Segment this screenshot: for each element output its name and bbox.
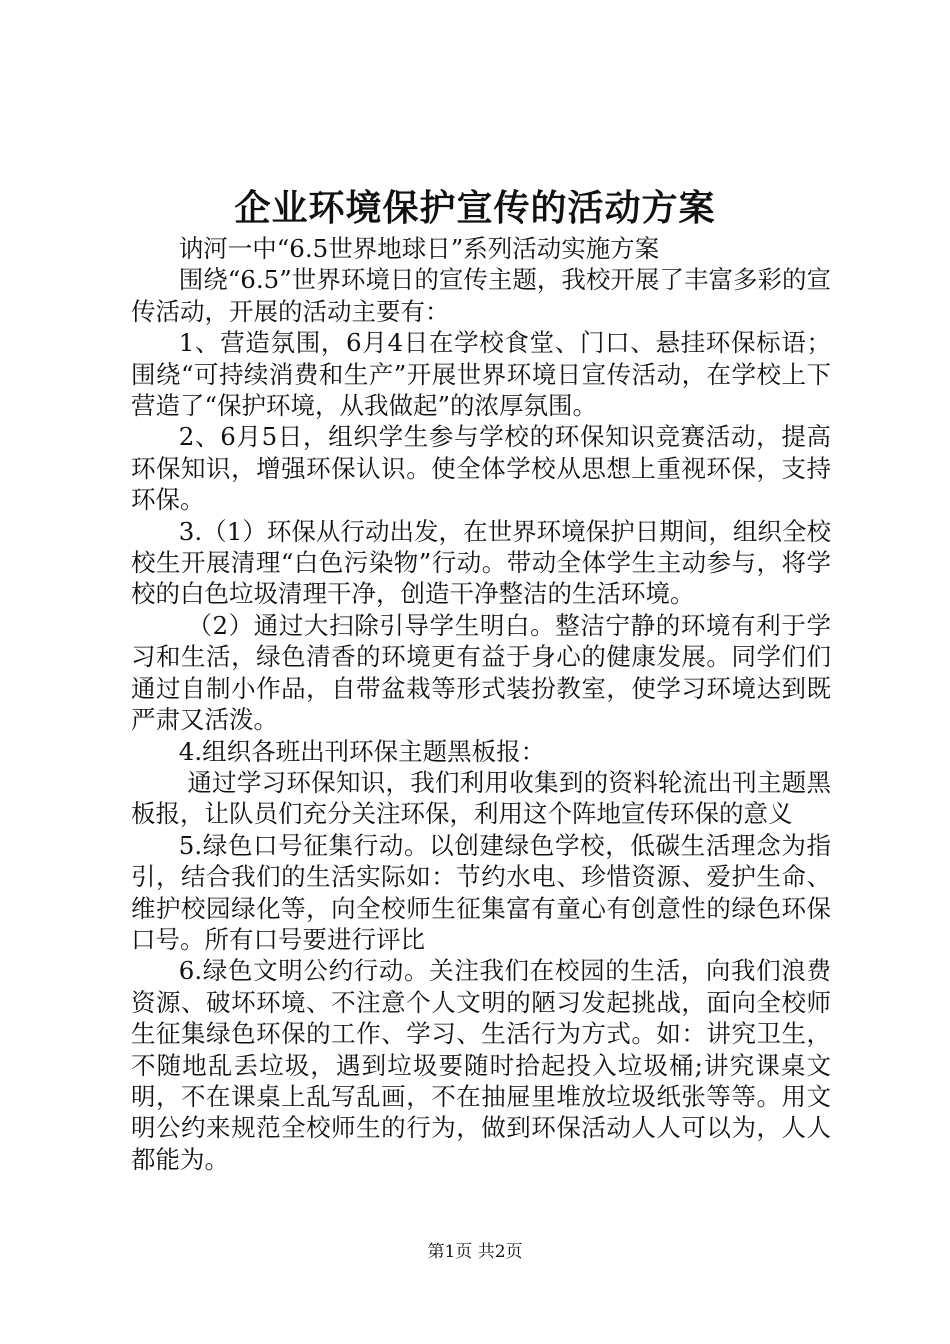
paragraph-item-4-detail: 通过学习环保知识，我们利用收集到的资料轮流出刊主题黑板报，让队员们充分关注环保，利用这个阵地宣传环保的意义 <box>131 767 831 829</box>
paragraph-item-6: 6.绿色文明公约行动。关注我们在校园的生活，向我们浪费资源、破坏环境、不注意个人文明的陋习发起挑战，面向全校师生征集绿色环保的工作、学习、生活行为方式。如：讲究卫生，不随地乱丢垃圾，遇到垃圾要随时拾起投入垃圾桶;讲究课桌文明，不在课桌上乱写乱画，不在抽屉里堆放垃圾纸张等等。用文明公约来规范全校师生的行为，做到环保活动人人可以为，人人都能为。 <box>131 956 831 1174</box>
document-title: 企业环境保护宣传的活动方案 <box>234 187 716 229</box>
paragraph-subtitle: 讷河一中“6.5世界地球日”系列活动实施方案 <box>178 234 660 263</box>
paragraph-item-1: 1、营造氛围，6月4日在学校食堂、门口、悬挂环保标语；围绕“可持续消费和生产”开展世界环境日宣传活动，在学校上下营造了“保护环境，从我做起”的浓厚氛围。 <box>131 328 831 421</box>
paragraph-item-3-2: （2）通过大扫除引导学生明白。整洁宁静的环境有利于学习和生活，绿色清香的环境更有益于身心的健康发展。同学们们通过自制小作品，自带盆栽等形式装扮教室，使学习环境达到既严肃又活泼。 <box>131 610 831 735</box>
page-number: 第1页 共2页 <box>427 1242 523 1262</box>
document-body <box>131 233 831 1175</box>
paragraph-item-3-1: 3.（1）环保从行动出发，在世界环境保护日期间，组织全校校生开展清理“白色污染物”行动。带动全体学生主动参与，将学校的白色垃圾清理干净，创造干净整洁的生活环境。 <box>131 516 831 609</box>
paragraph-item-4: 4.组织各班出刊环保主题黑板报： <box>178 736 546 766</box>
paragraph-intro: 围绕“6.5”世界环境日的宣传主题，我校开展了丰富多彩的宣传活动，开展的活动主要有： <box>131 265 831 326</box>
paragraph-item-5: 5.绿色口号征集行动。以创建绿色学校，低碳生活理念为指引，结合我们的生活实际如：节约水电、珍惜资源、爱护生命、维护校园绿化等，向全校师生征集富有童心有创意性的绿色环保口号。所有口号要进行评比 <box>131 830 831 954</box>
paragraph-item-2: 2、6月5日，组织学生参与学校的环保知识竞赛活动，提高环保知识，增强环保认识。使全体学校从思想上重视环保，支持环保。 <box>131 422 831 515</box>
